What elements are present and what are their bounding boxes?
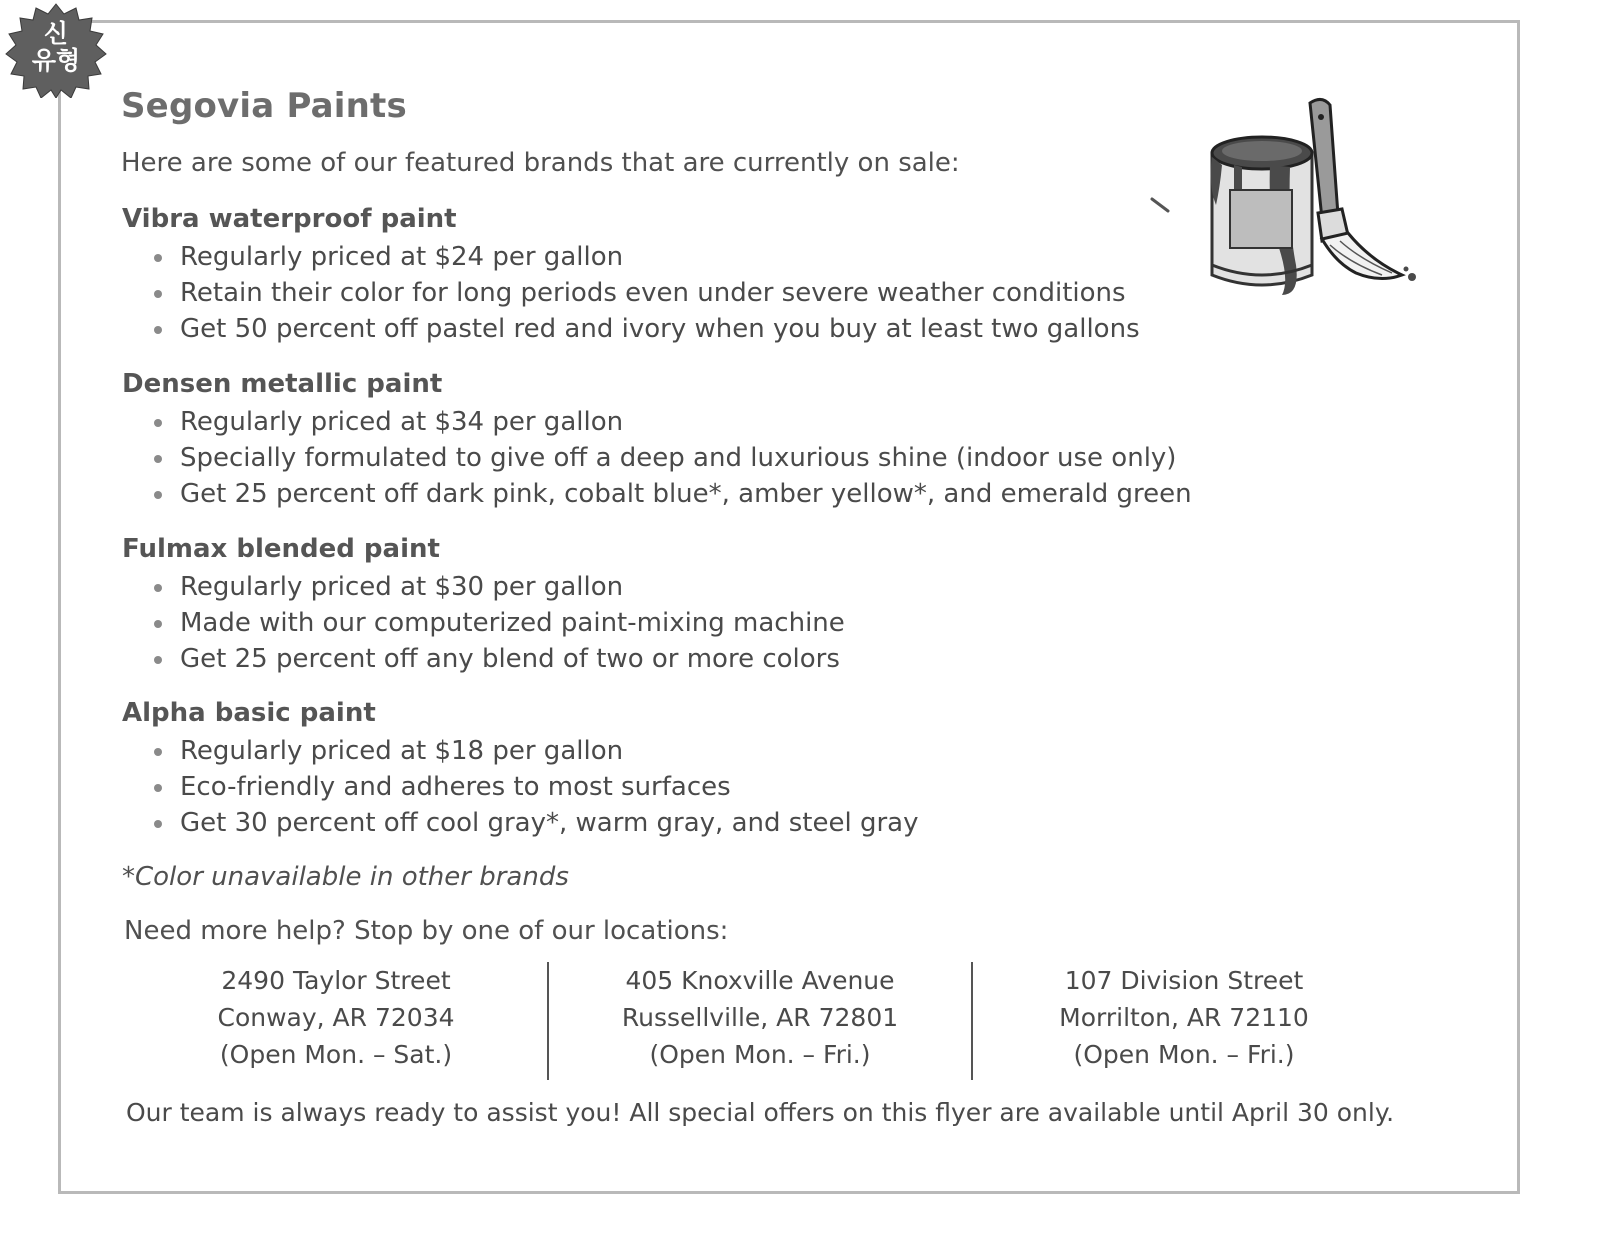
list-item: Regularly priced at $18 per gallon	[152, 733, 1222, 769]
list-item: Made with our computerized paint-mixing machine	[152, 605, 1222, 641]
location-city: Morrilton, AR 72110	[1059, 1003, 1309, 1032]
brand-name: Densen metallic paint	[122, 369, 443, 399]
location-conway	[125, 962, 547, 1080]
location-morrilton	[971, 962, 1395, 1080]
brand-bullet-list	[122, 404, 1222, 512]
list-item: Get 50 percent off pastel red and ivory when you buy at least two gallons	[152, 311, 1222, 347]
list-item: Get 25 percent off dark pink, cobalt blue*, amber yellow*, and emerald green	[152, 476, 1222, 512]
starburst-badge-icon	[4, 2, 108, 98]
brand-name: Vibra waterproof paint	[122, 204, 457, 234]
location-street: 2490 Taylor Street	[221, 966, 451, 995]
location-city: Conway, AR 72034	[217, 1003, 455, 1032]
brand-section-densen	[122, 368, 1222, 512]
brand-bullet-list	[122, 733, 1222, 841]
locations-row	[125, 962, 1395, 1080]
location-russellville	[547, 962, 971, 1080]
footnote: *Color unavailable in other brands	[122, 862, 569, 892]
brand-section-vibra	[122, 203, 1222, 347]
brand-bullet-list	[122, 239, 1222, 347]
list-item: Regularly priced at $24 per gallon	[152, 239, 1222, 275]
intro-text: Here are some of our featured brands that are currently on sale:	[121, 148, 960, 178]
brand-section-fulmax	[122, 533, 1222, 677]
badge-line-1: 신	[43, 19, 69, 48]
list-item: Regularly priced at $30 per gallon	[152, 569, 1222, 605]
location-hours: (Open Mon. – Fri.)	[1073, 1040, 1295, 1069]
brand-name: Fulmax blended paint	[122, 534, 440, 564]
list-item: Get 25 percent off any blend of two or more colors	[152, 641, 1222, 677]
list-item: Retain their color for long periods even under severe weather conditions	[152, 275, 1222, 311]
closing-text: Our team is always ready to assist you! All special offers on this flyer are available until April 30 only.	[126, 1098, 1395, 1127]
help-text: Need more help? Stop by one of our locations:	[124, 916, 729, 946]
location-hours: (Open Mon. – Sat.)	[219, 1040, 453, 1069]
badge-line-2: 유형	[31, 46, 81, 75]
list-item: Regularly priced at $34 per gallon	[152, 404, 1222, 440]
location-street: 107 Division Street	[1064, 966, 1304, 995]
paint-can-and-brush-icon	[1150, 95, 1430, 305]
location-street: 405 Knoxville Avenue	[625, 966, 895, 995]
page-title: Segovia Paints	[121, 86, 407, 126]
brand-bullet-list	[122, 569, 1222, 677]
location-city: Russellville, AR 72801	[621, 1003, 899, 1032]
list-item: Eco-friendly and adheres to most surfaces	[152, 769, 1222, 805]
location-hours: (Open Mon. – Fri.)	[649, 1040, 871, 1069]
list-item: Specially formulated to give off a deep and luxurious shine (indoor use only)	[152, 440, 1222, 476]
list-item: Get 30 percent off cool gray*, warm gray, and steel gray	[152, 805, 1222, 841]
brand-name: Alpha basic paint	[122, 698, 376, 728]
brand-section-alpha	[122, 697, 1222, 841]
